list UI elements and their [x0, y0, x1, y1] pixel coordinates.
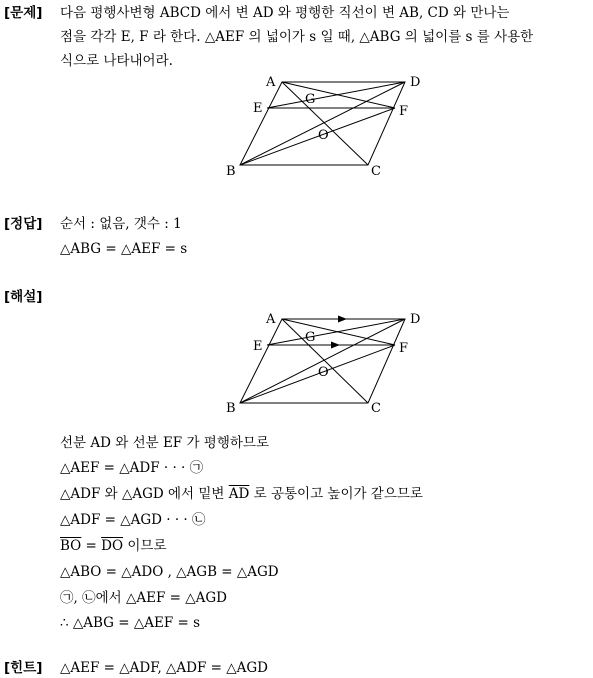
solution-line-8: ∴ △ABG = △AEF = s — [60, 615, 201, 631]
solution-line-2: △AEF = △ADF · · · ㉠ — [60, 460, 204, 476]
label-c: C — [371, 164, 381, 179]
segment-do: $\overline{DO}$ — [101, 538, 124, 554]
problem-tag: [문제] — [4, 5, 43, 21]
label-a: A — [266, 75, 276, 90]
segment-bo: $\overline{BO}$ — [60, 538, 82, 554]
label-g: G — [305, 92, 316, 107]
label-f: F — [399, 104, 409, 119]
label-o: O — [318, 128, 329, 143]
hint-tag: [힌트] — [4, 660, 43, 676]
problem-line-1: 다음 평행사변형 ABCD 에서 변 AD 와 평행한 직선이 변 AB, CD 와 만나는 — [60, 5, 510, 21]
problem-line-3: 식으로 나타내어라. — [60, 53, 173, 69]
arrow-ad — [338, 316, 347, 323]
label-b: B — [226, 164, 236, 179]
label-d: D — [410, 312, 421, 327]
solution-line-3 — [60, 485, 423, 503]
solution-line-5-end: 이므로 — [127, 538, 167, 554]
solution-line-7: ㉠, ㉡에서 △AEF = △AGD — [60, 590, 227, 606]
answer-line-2: △ABG = △AEF = s — [60, 241, 188, 257]
solution-line-1: 선분 AD 와 선분 EF 가 평행하므로 — [60, 435, 269, 451]
segment-ad: $\overline{AD}$ — [228, 486, 250, 502]
line-de — [267, 319, 405, 345]
arrow-ef — [331, 342, 340, 349]
label-g: G — [305, 330, 316, 345]
label-o: O — [318, 365, 329, 380]
label-f: F — [399, 341, 409, 356]
solution-line-3-start: △ADF 와 △AGD 에서 밑변 — [60, 486, 225, 502]
solution-tag: [해설] — [4, 289, 43, 305]
solution-line-4: △ADF = △AGD · · · ㉡ — [60, 512, 206, 528]
label-e: E — [253, 339, 263, 354]
diagonal-ac — [282, 319, 368, 403]
solution-line-3-end: 로 공통이고 높이가 같으므로 — [253, 486, 423, 502]
problem-line-2: 점을 각각 E, F 라 한다. △AEF 의 넓이가 s 일 때, △ABG 의 넓이를 s 를 사용한 — [60, 29, 534, 45]
label-b: B — [226, 401, 236, 416]
solution-line-6: △ABO = △ADO , △AGB = △AGD — [60, 564, 279, 580]
answer-line-1: 순서 : 없음, 갯수 : 1 — [60, 216, 182, 232]
label-c: C — [371, 401, 381, 416]
equals-sign: = — [85, 538, 97, 554]
answer-tag: [정답] — [4, 216, 43, 232]
label-e: E — [253, 101, 263, 116]
diagonal-bd — [240, 319, 405, 403]
hint-text: △AEF = △ADF, △ADF = △AGD — [60, 660, 269, 676]
label-d: D — [410, 75, 421, 90]
label-a: A — [266, 312, 276, 327]
solution-line-5 — [60, 537, 166, 555]
